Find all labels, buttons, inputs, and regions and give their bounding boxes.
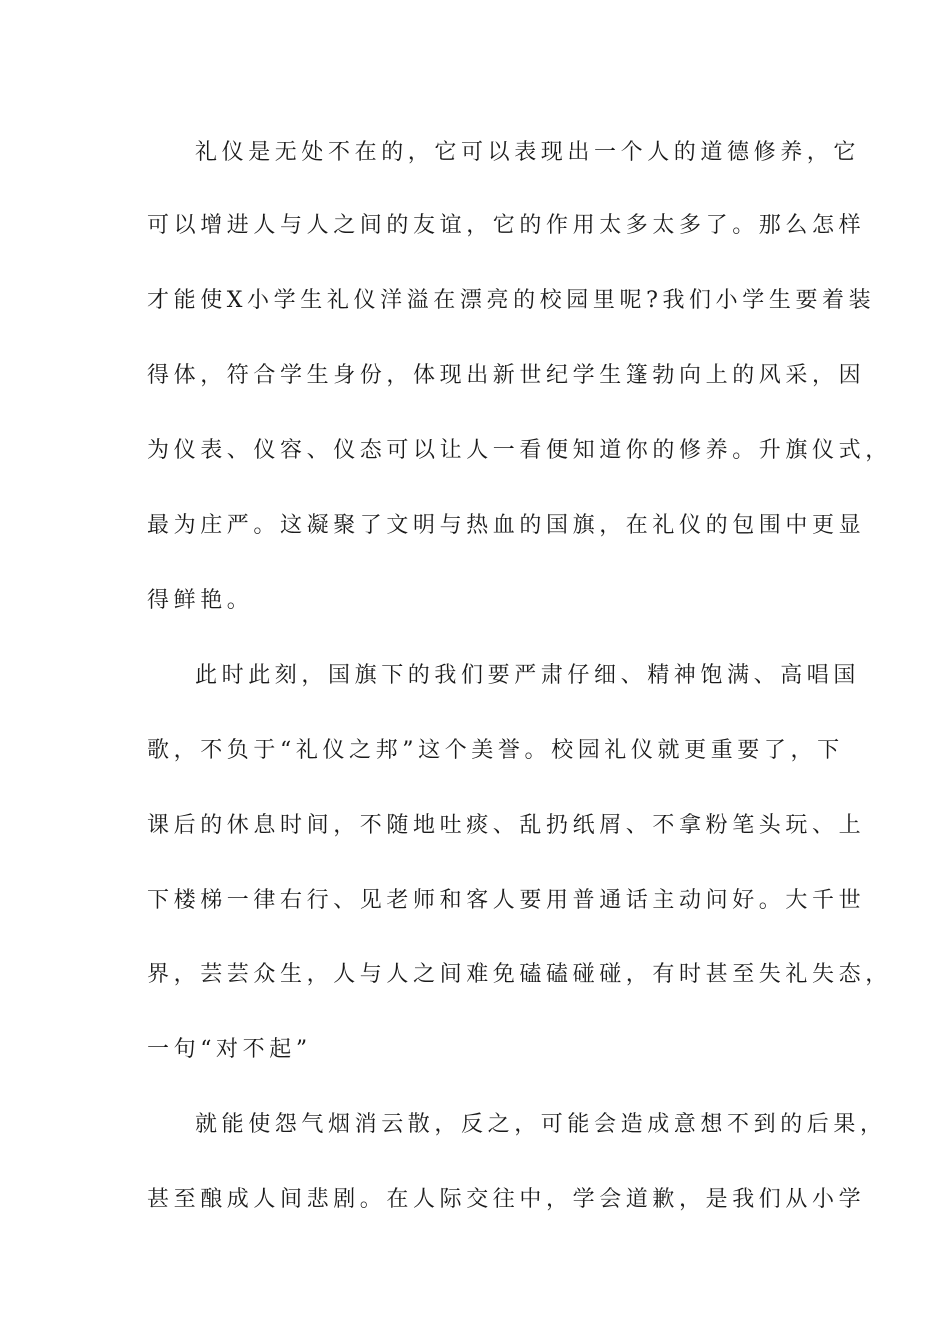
paragraph-2-line-2: 歌，不负于“礼仪之邦”这个美誉。校园礼仪就更重要了，下 xyxy=(147,738,844,763)
paragraph-1-line-6: 最为庄严。这凝聚了文明与热血的国旗，在礼仪的包围中更显 xyxy=(147,513,866,538)
paragraph-1-line-7: 得鲜艳。 xyxy=(147,588,254,613)
paragraph-1-line-4: 得体，符合学生身份，体现出新世纪学生篷勃向上的风采，因 xyxy=(147,363,866,388)
paragraph-1-line-5: 为仪表、仪容、仪态可以让人一看便知道你的修养。升旗仪式， xyxy=(147,438,892,463)
paragraph-2-line-4: 下楼梯一律右行、见老师和客人要用普通话主动问好。大千世 xyxy=(147,888,866,913)
paragraph-2-line-3: 课后的休息时间，不随地吐痰、乱扔纸屑、不拿粉笔头玩、上 xyxy=(147,813,866,838)
paragraph-3-line-1: 就能使怨气烟消云散，反之，可能会造成意想不到的后果， xyxy=(195,1112,887,1137)
paragraph-1-line-2: 可以增进人与人之间的友谊，它的作用太多太多了。那么怎样 xyxy=(147,213,866,238)
paragraph-2-line-1: 此时此刻，国旗下的我们要严肃仔细、精神饱满、高唱国 xyxy=(195,663,861,688)
paragraph-3-line-2: 甚至酿成人间悲剧。在人际交往中，学会道歉，是我们从小学 xyxy=(147,1187,866,1212)
paragraph-2-line-5: 界，芸芸众生，人与人之间难免磕磕碰碰，有时甚至失礼失态， xyxy=(147,962,892,987)
paragraph-1-line-3: 才能使X小学生礼仪洋溢在漂亮的校园里呢?我们小学生要着装 xyxy=(147,288,876,313)
paragraph-2-line-6: 一句“对不起” xyxy=(147,1037,312,1062)
paragraph-1-line-1: 礼仪是无处不在的，它可以表现出一个人的道德修养，它 xyxy=(195,140,861,165)
